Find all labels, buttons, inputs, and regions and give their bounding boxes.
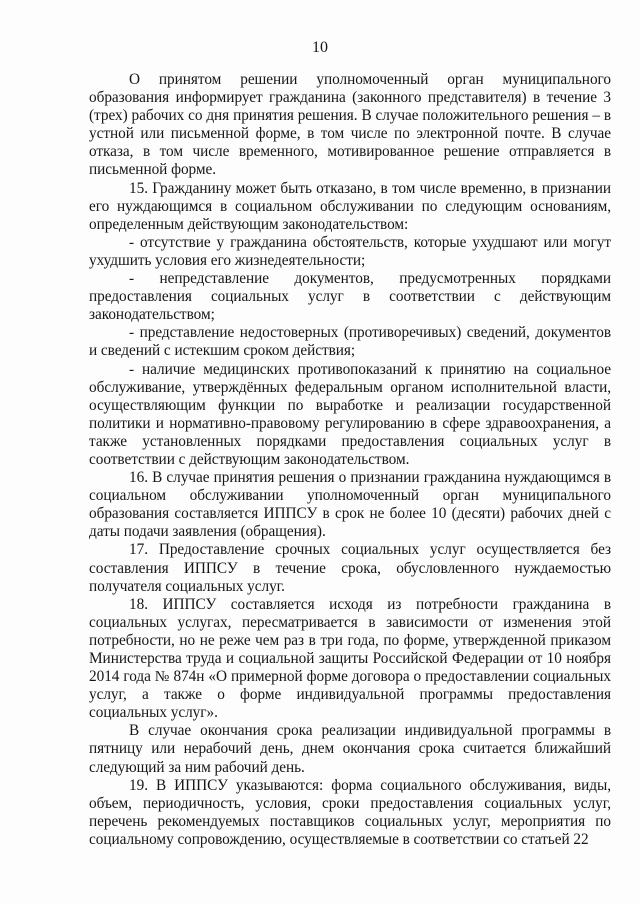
list-item-medical-contraindications: - наличие медицинских противопоказаний к принятию на социальное обслуживание, утверждённых федеральным органом исполнительной власти, осуществляющим функции по выработке и реализации государственной политики и нормативно-правовому регулированию в сфере здравоохранения, а также установленных порядками предоставления социальных услуг в соответствии с действующим законодательством. xyxy=(89,360,611,468)
list-item-false-information: - представление недостоверных (противоречивых) сведений, документов и сведений с истекшим сроком действия; xyxy=(89,324,611,360)
paragraph-decision-notification: О принятом решении уполномоченный орган муниципального образования информирует гражданина (законного представителя) в течение 3 (трех) рабочих со дня принятия решения. В случае положительного решения – в устной или письменной форме, в том числе по электронной почте. В случае отказа, в том числе временного, мотивированное решение отправляется в письменной форме. xyxy=(89,71,611,179)
list-item-no-circumstances: - отсутствие у гражданина обстоятельств, которые ухудшают или могут ухудшить условия его жизнедеятельности; xyxy=(89,233,611,269)
paragraph-program-end-date: В случае окончания срока реализации индивидуальной программы в пятницу или нерабочий день, днем окончания срока считается ближайший следующий за ним рабочий день. xyxy=(89,722,611,776)
page-number: 10 xyxy=(312,39,328,56)
document-body xyxy=(89,71,611,849)
paragraph-17-urgent-services: 17. Предоставление срочных социальных услуг осуществляется без составления ИППСУ в течение срока, обусловленного нуждаемостью получателя социальных услуг. xyxy=(89,541,611,595)
paragraph-18-ippsu-review: 18. ИППСУ составляется исходя из потребности гражданина в социальных услугах, пересматривается в зависимости от изменения этой потребности, но не реже чем раз в три года, по форме, утвержденной приказом Министерства труда и социальной защиты Российской Федерации от 10 ноября 2014 года № 874н «О примерной форме договора о предоставлении социальных услуг, а также о форме индивидуальной программы предоставления социальных услуг». xyxy=(89,595,611,722)
list-item-no-documents: - непредставление документов, предусмотренных порядками предоставления социальных услуг в соответствии с действующим законодательством; xyxy=(89,270,611,324)
paragraph-16-ippsu-drafting: 16. В случае принятия решения о признании гражданина нуждающимся в социальном обслуживании уполномоченный орган муниципального образования составляется ИППСУ в срок не более 10 (десяти) рабочих дней с даты подачи заявления (обращения). xyxy=(89,469,611,541)
paragraph-15-refusal-grounds: 15. Гражданину может быть отказано, в том числе временно, в признании его нуждающимся в социальном обслуживании по следующим основаниям, определенным действующим законодательством: xyxy=(89,179,611,233)
paragraph-19-ippsu-contents: 19. В ИППСУ указываются: форма социального обслуживания, виды, объем, периодичность, условия, сроки предоставления социальных услуг, перечень рекомендуемых поставщиков социальных услуг, мероприятия по социальному сопровождению, осуществляемые в соответствии со статьей 22 xyxy=(89,776,611,848)
